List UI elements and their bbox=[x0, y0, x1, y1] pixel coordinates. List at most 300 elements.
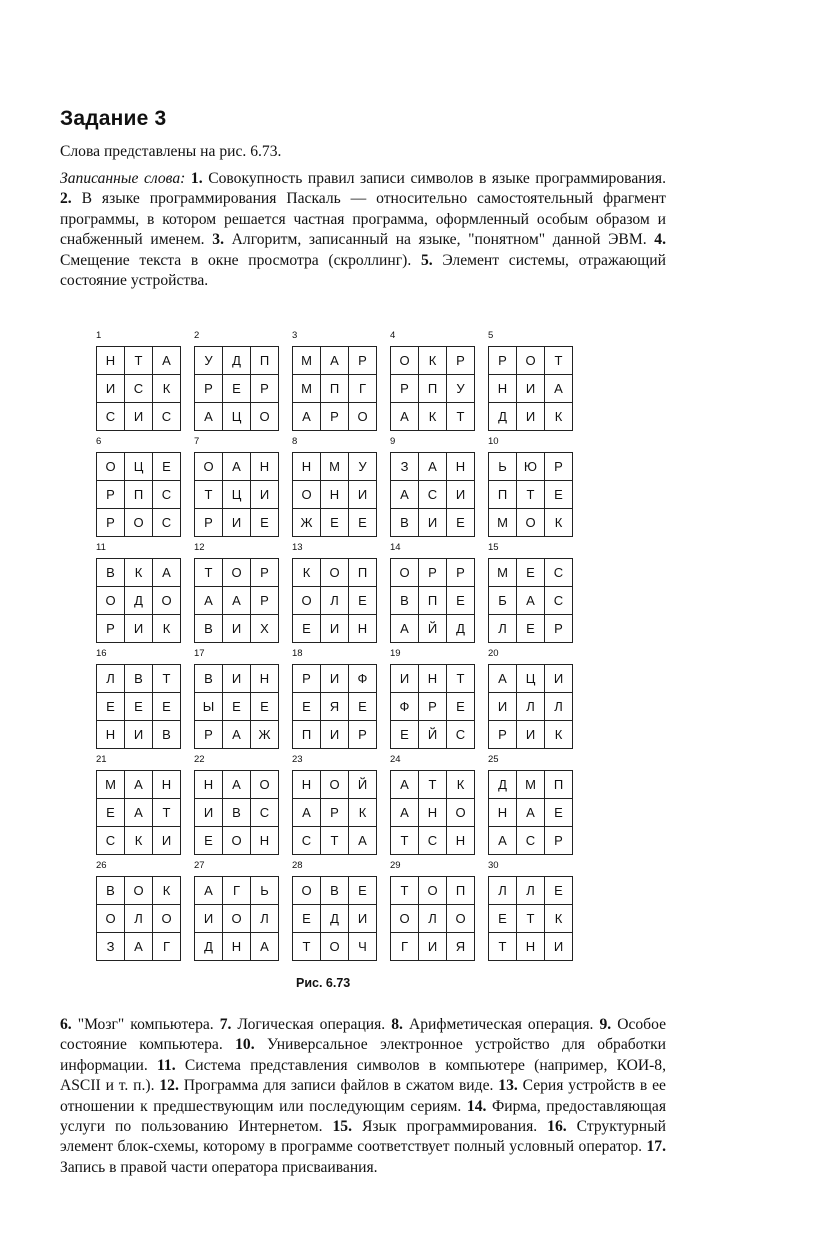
grid-cell: Я bbox=[321, 693, 349, 721]
definition-number: 3. bbox=[212, 231, 224, 249]
grid-cell: Т bbox=[153, 665, 181, 693]
grid-cell: И bbox=[349, 481, 377, 509]
puzzle-number: 7 bbox=[194, 436, 200, 447]
grid-cell: Т bbox=[153, 799, 181, 827]
grid-cell: О bbox=[125, 509, 153, 537]
grid-cell: Е bbox=[545, 799, 573, 827]
grid-cell: Р bbox=[489, 721, 517, 749]
grid-cell: Е bbox=[517, 615, 545, 643]
grid-cell: О bbox=[391, 905, 419, 933]
grid-cell: Г bbox=[153, 933, 181, 961]
grid-cell: Р bbox=[447, 347, 475, 375]
grid-cell: А bbox=[223, 453, 251, 481]
grid-cell: К bbox=[545, 403, 573, 431]
grid-cell: В bbox=[153, 721, 181, 749]
grid-cell: В bbox=[195, 615, 223, 643]
intro-text: Слова представлены на рис. 6.73. bbox=[60, 143, 282, 160]
puzzle-number: 22 bbox=[194, 754, 205, 765]
grid-cell: А bbox=[223, 587, 251, 615]
grid-cell: Н bbox=[293, 453, 321, 481]
grid-cell: Л bbox=[517, 877, 545, 905]
grid-cell: С bbox=[419, 827, 447, 855]
definition-number: 9. bbox=[599, 1016, 612, 1033]
grid-cell: Н bbox=[349, 615, 377, 643]
grid-cell: Т bbox=[545, 347, 573, 375]
definition-text: В языке программирования Паскаль — относительно самостоятельный фрагмент программы, в котором решается частная программа, оформленный особым образом и снабженный именем. bbox=[60, 190, 666, 249]
grid-cell: Е bbox=[489, 905, 517, 933]
grid-cell: Х bbox=[251, 615, 279, 643]
grid-cell: Е bbox=[97, 693, 125, 721]
grid-cell: Т bbox=[293, 933, 321, 961]
grid-cell: О bbox=[321, 933, 349, 961]
grid-cell: С bbox=[97, 403, 125, 431]
grid-cell: Р bbox=[349, 721, 377, 749]
grid-cell: Е bbox=[251, 509, 279, 537]
grid-cell: Е bbox=[223, 375, 251, 403]
grid-cell: С bbox=[153, 403, 181, 431]
grid-cell: А bbox=[125, 933, 153, 961]
puzzle-1 bbox=[96, 330, 186, 432]
letter-grid bbox=[292, 346, 377, 431]
grid-cell: Д bbox=[447, 615, 475, 643]
definitions-list-part1 bbox=[60, 169, 666, 291]
grid-cell: К bbox=[349, 799, 377, 827]
grid-cell: И bbox=[321, 721, 349, 749]
grid-cell: А bbox=[391, 771, 419, 799]
puzzle-12 bbox=[194, 542, 284, 644]
letter-grid bbox=[96, 770, 181, 855]
grid-cell: А bbox=[195, 403, 223, 431]
grid-cell: Е bbox=[321, 509, 349, 537]
letter-grid bbox=[390, 876, 475, 961]
grid-cell: П bbox=[545, 771, 573, 799]
grid-cell: А bbox=[349, 827, 377, 855]
definition-text: Особое состояние компьютера. bbox=[60, 1016, 667, 1054]
letter-grid bbox=[488, 558, 573, 643]
grid-cell: О bbox=[517, 509, 545, 537]
grid-cell: Н bbox=[447, 453, 475, 481]
letter-grid bbox=[194, 770, 279, 855]
puzzle-figure bbox=[96, 330, 576, 970]
grid-cell: Е bbox=[293, 693, 321, 721]
grid-cell: О bbox=[97, 587, 125, 615]
grid-cell: Д bbox=[489, 771, 517, 799]
grid-cell: Р bbox=[195, 509, 223, 537]
grid-cell: П bbox=[489, 481, 517, 509]
grid-cell: Ю bbox=[517, 453, 545, 481]
definition-number: 5. bbox=[420, 251, 433, 269]
grid-cell: Ц bbox=[223, 481, 251, 509]
grid-cell: С bbox=[153, 509, 181, 537]
puzzle-13 bbox=[292, 542, 382, 644]
grid-cell: А bbox=[153, 559, 181, 587]
grid-cell: О bbox=[223, 827, 251, 855]
letter-grid bbox=[390, 452, 475, 537]
grid-cell: Р bbox=[447, 559, 475, 587]
grid-cell: И bbox=[321, 665, 349, 693]
puzzle-number: 23 bbox=[292, 754, 303, 765]
definition-text: Программа для записи файлов в сжатом виде. bbox=[183, 1077, 494, 1095]
grid-cell: С bbox=[251, 799, 279, 827]
grid-cell: Н bbox=[489, 375, 517, 403]
definition-number: 1. bbox=[190, 170, 203, 187]
grid-cell: А bbox=[125, 799, 153, 827]
definition-text: "Мозг" компьютера. bbox=[77, 1016, 214, 1033]
grid-cell: В bbox=[125, 665, 153, 693]
grid-cell: С bbox=[545, 587, 573, 615]
grid-cell: А bbox=[489, 665, 517, 693]
puzzle-number: 13 bbox=[292, 542, 303, 553]
grid-cell: О bbox=[321, 559, 349, 587]
grid-cell: А bbox=[545, 375, 573, 403]
letter-grid bbox=[292, 770, 377, 855]
grid-cell: А bbox=[391, 481, 419, 509]
puzzle-number: 21 bbox=[96, 754, 107, 765]
grid-cell: Е bbox=[97, 799, 125, 827]
grid-cell: М bbox=[97, 771, 125, 799]
puzzle-24 bbox=[390, 754, 480, 856]
grid-cell: Д bbox=[223, 347, 251, 375]
grid-cell: А bbox=[321, 347, 349, 375]
definition-number: 12. bbox=[159, 1077, 179, 1095]
grid-cell: О bbox=[293, 481, 321, 509]
task-heading: Задание 3 bbox=[60, 107, 167, 130]
letter-grid bbox=[194, 452, 279, 537]
puzzle-number: 29 bbox=[390, 860, 401, 871]
puzzle-number: 14 bbox=[390, 542, 401, 553]
puzzle-number: 8 bbox=[292, 436, 298, 447]
grid-cell: Р bbox=[97, 481, 125, 509]
definition-text: Язык программирования. bbox=[361, 1118, 538, 1136]
grid-cell: К bbox=[153, 375, 181, 403]
grid-cell: Н bbox=[251, 827, 279, 855]
letter-grid bbox=[96, 664, 181, 749]
definition-number: 6. bbox=[60, 1016, 72, 1033]
grid-cell: Ф bbox=[349, 665, 377, 693]
grid-cell: Е bbox=[293, 905, 321, 933]
grid-cell: Й bbox=[419, 615, 447, 643]
grid-cell: О bbox=[349, 403, 377, 431]
letter-grid bbox=[96, 876, 181, 961]
grid-cell: Л bbox=[321, 587, 349, 615]
grid-cell: З bbox=[391, 453, 419, 481]
grid-cell: К bbox=[419, 403, 447, 431]
grid-cell: В bbox=[195, 665, 223, 693]
grid-cell: Е bbox=[349, 587, 377, 615]
puzzle-15 bbox=[488, 542, 578, 644]
grid-cell: П bbox=[251, 347, 279, 375]
grid-cell: Л bbox=[489, 877, 517, 905]
grid-cell: Р bbox=[489, 347, 517, 375]
grid-cell: Л bbox=[489, 615, 517, 643]
grid-cell: Т bbox=[195, 559, 223, 587]
puzzle-number: 17 bbox=[194, 648, 205, 659]
definition-text: Алгоритм, записанный на языке, "понятном" данной ЭВМ. bbox=[231, 231, 647, 249]
puzzle-number: 27 bbox=[194, 860, 205, 871]
grid-cell: К bbox=[545, 905, 573, 933]
grid-cell: И bbox=[125, 615, 153, 643]
grid-cell: О bbox=[223, 905, 251, 933]
grid-cell: Д bbox=[195, 933, 223, 961]
letter-grid bbox=[488, 452, 573, 537]
grid-cell: И bbox=[419, 933, 447, 961]
grid-cell: В bbox=[97, 559, 125, 587]
puzzle-2 bbox=[194, 330, 284, 432]
grid-cell: С bbox=[447, 721, 475, 749]
grid-cell: Л bbox=[125, 905, 153, 933]
grid-cell: Р bbox=[251, 375, 279, 403]
grid-cell: В bbox=[97, 877, 125, 905]
puzzle-3 bbox=[292, 330, 382, 432]
letter-grid bbox=[390, 664, 475, 749]
puzzle-number: 18 bbox=[292, 648, 303, 659]
grid-cell: А bbox=[125, 771, 153, 799]
grid-cell: И bbox=[125, 403, 153, 431]
grid-cell: О bbox=[97, 453, 125, 481]
grid-cell: Р bbox=[349, 347, 377, 375]
grid-cell: С bbox=[97, 827, 125, 855]
grid-cell: Р bbox=[545, 453, 573, 481]
grid-cell: Н bbox=[153, 771, 181, 799]
grid-cell: Т bbox=[489, 933, 517, 961]
definition-text: Универсальное электронное устройство для обработки информации. bbox=[60, 1036, 666, 1074]
puzzle-number: 6 bbox=[96, 436, 102, 447]
definition-text: Система представления символов в компьютере (например, КОИ-8, ASCII и т. п.). bbox=[60, 1056, 667, 1095]
letter-grid bbox=[194, 876, 279, 961]
puzzle-number: 12 bbox=[194, 542, 205, 553]
grid-cell: О bbox=[447, 905, 475, 933]
grid-cell: Б bbox=[489, 587, 517, 615]
grid-cell: Е bbox=[447, 693, 475, 721]
letter-grid bbox=[390, 770, 475, 855]
puzzle-number: 4 bbox=[390, 330, 396, 341]
puzzle-number: 26 bbox=[96, 860, 107, 871]
grid-cell: И bbox=[125, 721, 153, 749]
grid-cell: О bbox=[223, 559, 251, 587]
definition-text: Структурный элемент блок-схемы, которому в программе соответствует полный условный оператор. bbox=[60, 1118, 666, 1156]
grid-cell: Я bbox=[447, 933, 475, 961]
grid-cell: С bbox=[545, 559, 573, 587]
puzzle-5 bbox=[488, 330, 578, 432]
grid-cell: С bbox=[293, 827, 321, 855]
puzzle-6 bbox=[96, 436, 186, 538]
grid-cell: Ь bbox=[251, 877, 279, 905]
grid-cell: Р bbox=[321, 403, 349, 431]
grid-cell: И bbox=[517, 403, 545, 431]
grid-cell: И bbox=[391, 665, 419, 693]
definition-number: 13. bbox=[498, 1077, 518, 1095]
letter-grid bbox=[292, 558, 377, 643]
definition-number: 4. bbox=[654, 231, 666, 249]
grid-cell: Е bbox=[153, 693, 181, 721]
definition-number: 17. bbox=[646, 1138, 666, 1156]
grid-cell: И bbox=[195, 799, 223, 827]
letter-grid bbox=[292, 664, 377, 749]
puzzle-number: 1 bbox=[96, 330, 102, 341]
grid-cell: Т bbox=[321, 827, 349, 855]
grid-cell: Ь bbox=[489, 453, 517, 481]
puzzle-21 bbox=[96, 754, 186, 856]
grid-cell: О bbox=[153, 587, 181, 615]
grid-cell: О bbox=[251, 403, 279, 431]
letter-grid bbox=[390, 346, 475, 431]
puzzle-25 bbox=[488, 754, 578, 856]
puzzle-8 bbox=[292, 436, 382, 538]
grid-cell: Й bbox=[419, 721, 447, 749]
grid-cell: Р bbox=[321, 799, 349, 827]
grid-cell: П bbox=[321, 375, 349, 403]
grid-cell: Е bbox=[293, 615, 321, 643]
puzzle-number: 19 bbox=[390, 648, 401, 659]
grid-cell: Т bbox=[419, 771, 447, 799]
grid-cell: Е bbox=[349, 877, 377, 905]
grid-cell: Н bbox=[517, 933, 545, 961]
grid-cell: Н bbox=[223, 933, 251, 961]
grid-cell: Ж bbox=[251, 721, 279, 749]
puzzle-14 bbox=[390, 542, 480, 644]
puzzle-29 bbox=[390, 860, 480, 962]
grid-cell: М bbox=[293, 375, 321, 403]
grid-cell: Л bbox=[251, 905, 279, 933]
grid-cell: Е bbox=[545, 481, 573, 509]
grid-cell: К bbox=[419, 347, 447, 375]
grid-cell: И bbox=[321, 615, 349, 643]
grid-cell: О bbox=[293, 877, 321, 905]
grid-cell: Р bbox=[195, 375, 223, 403]
grid-cell: П bbox=[349, 559, 377, 587]
grid-cell: И bbox=[489, 693, 517, 721]
grid-cell: О bbox=[447, 799, 475, 827]
grid-cell: Л bbox=[97, 665, 125, 693]
grid-cell: Н bbox=[97, 721, 125, 749]
definition-item bbox=[212, 231, 646, 248]
puzzle-number: 25 bbox=[488, 754, 499, 765]
definition-text: Смещение текста в окне просмотра (скроллинг). bbox=[60, 251, 412, 269]
grid-cell: Л bbox=[545, 693, 573, 721]
definition-number: 8. bbox=[391, 1016, 403, 1033]
grid-cell: К bbox=[293, 559, 321, 587]
grid-cell: Т bbox=[447, 403, 475, 431]
grid-cell: Р bbox=[419, 559, 447, 587]
grid-cell: И bbox=[447, 481, 475, 509]
puzzle-7 bbox=[194, 436, 284, 538]
letter-grid bbox=[96, 558, 181, 643]
grid-cell: Н bbox=[489, 799, 517, 827]
grid-cell: С bbox=[419, 481, 447, 509]
puzzle-number: 11 bbox=[96, 542, 106, 553]
grid-cell: Ц bbox=[517, 665, 545, 693]
puzzle-4 bbox=[390, 330, 480, 432]
grid-cell: Е bbox=[447, 587, 475, 615]
grid-cell: Р bbox=[195, 721, 223, 749]
grid-cell: Р bbox=[545, 827, 573, 855]
grid-cell: О bbox=[251, 771, 279, 799]
definition-text: Совокупность правил записи символов в языке программирования. bbox=[208, 170, 666, 187]
grid-cell: И bbox=[223, 665, 251, 693]
grid-cell: И bbox=[545, 933, 573, 961]
grid-cell: К bbox=[545, 509, 573, 537]
grid-cell: Т bbox=[125, 347, 153, 375]
letter-grid bbox=[488, 770, 573, 855]
grid-cell: И bbox=[517, 721, 545, 749]
puzzle-number: 2 bbox=[194, 330, 200, 341]
puzzle-number: 15 bbox=[488, 542, 499, 553]
grid-cell: А bbox=[293, 403, 321, 431]
grid-cell: В bbox=[223, 799, 251, 827]
grid-cell: Н bbox=[251, 665, 279, 693]
puzzle-30 bbox=[488, 860, 578, 962]
grid-cell: В bbox=[391, 509, 419, 537]
grid-cell: И bbox=[517, 375, 545, 403]
grid-cell: Д bbox=[125, 587, 153, 615]
puzzle-23 bbox=[292, 754, 382, 856]
grid-cell: И bbox=[97, 375, 125, 403]
grid-cell: М bbox=[489, 559, 517, 587]
grid-cell: Е bbox=[545, 877, 573, 905]
grid-cell: А bbox=[223, 721, 251, 749]
puzzle-11 bbox=[96, 542, 186, 644]
grid-cell: Е bbox=[223, 693, 251, 721]
grid-cell: Р bbox=[545, 615, 573, 643]
puzzle-10 bbox=[488, 436, 578, 538]
grid-cell: О bbox=[97, 905, 125, 933]
grid-cell: Е bbox=[195, 827, 223, 855]
grid-cell: У bbox=[447, 375, 475, 403]
puzzle-number: 10 bbox=[488, 436, 499, 447]
grid-cell: Р bbox=[419, 693, 447, 721]
grid-cell: В bbox=[391, 587, 419, 615]
definition-item bbox=[220, 1016, 386, 1033]
grid-cell: З bbox=[97, 933, 125, 961]
grid-cell: И bbox=[545, 665, 573, 693]
grid-cell: А bbox=[517, 799, 545, 827]
grid-cell: О bbox=[153, 905, 181, 933]
puzzle-26 bbox=[96, 860, 186, 962]
puzzle-18 bbox=[292, 648, 382, 750]
grid-cell: Г bbox=[349, 375, 377, 403]
grid-cell: К bbox=[545, 721, 573, 749]
definition-text: Запись в правой части оператора присваивания. bbox=[60, 1158, 378, 1176]
grid-cell: Н bbox=[419, 665, 447, 693]
grid-cell: Н bbox=[251, 453, 279, 481]
grid-cell: Р bbox=[293, 665, 321, 693]
definition-number: 10. bbox=[235, 1036, 255, 1054]
grid-cell: Н bbox=[321, 481, 349, 509]
grid-cell: Р bbox=[97, 509, 125, 537]
grid-cell: Т bbox=[391, 827, 419, 855]
grid-cell: Н bbox=[195, 771, 223, 799]
grid-cell: О bbox=[391, 559, 419, 587]
puzzle-20 bbox=[488, 648, 578, 750]
grid-cell: Г bbox=[391, 933, 419, 961]
grid-cell: П bbox=[447, 877, 475, 905]
grid-cell: И bbox=[349, 905, 377, 933]
definition-number: 7. bbox=[219, 1016, 232, 1033]
grid-cell: П bbox=[419, 587, 447, 615]
grid-cell: А bbox=[489, 827, 517, 855]
letter-grid bbox=[194, 346, 279, 431]
grid-cell: Р bbox=[251, 587, 279, 615]
definition-number: 14. bbox=[466, 1097, 487, 1115]
puzzle-28 bbox=[292, 860, 382, 962]
letter-grid bbox=[488, 876, 573, 961]
puzzle-number: 9 bbox=[390, 436, 396, 447]
grid-cell: А bbox=[293, 799, 321, 827]
grid-cell: Ы bbox=[195, 693, 223, 721]
grid-cell: Е bbox=[153, 453, 181, 481]
grid-cell: Н bbox=[97, 347, 125, 375]
grid-cell: Л bbox=[419, 905, 447, 933]
